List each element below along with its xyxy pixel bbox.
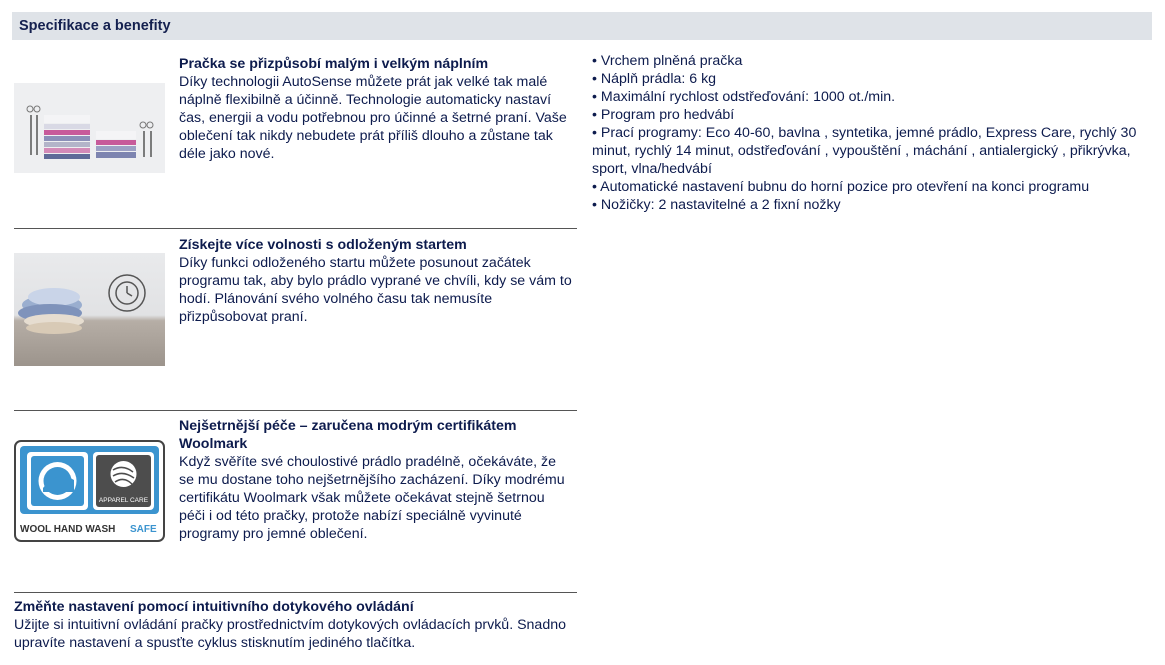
feature-text [179, 236, 574, 326]
specs-list [592, 52, 1152, 214]
feature-title: Získejte více volnosti s odloženým startem [179, 237, 467, 253]
feature-text [179, 417, 574, 543]
feature-body: Když svěříte své choulostivé prádlo pradélně, očekáváte, že se mu dostane toho nejšetrnějšího zacházení. Díky modrému certifikátu Woolmark však můžete očekávat stejně šetrnou péči i od této pračky, protože nabízí speciálně vyvinuté programy pro jemné oblečení. [179, 454, 565, 542]
divider [14, 228, 577, 229]
spec-item: • Maximální rychlost odstřeďování: 1000 ot./min. [592, 89, 896, 105]
spec-item: • Náplň prádla: 6 kg [592, 71, 717, 87]
spec-item: • Nožičky: 2 nastavitelné a 2 fixní nožky [592, 197, 841, 213]
spec-item: • Program pro hedvábí [592, 107, 735, 123]
feature-touch-control [14, 598, 589, 652]
autosense-image [14, 83, 165, 173]
spec-item: • Vrchem plněná pračka [592, 53, 743, 69]
apparel-care-text: APPAREL CARE [98, 497, 149, 504]
feature-body: Užijte si intuitivní ovládání pračky prostřednictvím dotykových ovládacích prvků. Snadno upravíte nastavení a spusťte cyklus stisknutím jediného tlačítka. [14, 617, 566, 651]
woolmark-accent-text: SAFE [130, 524, 157, 535]
woolmark-main-text: WOOL HAND WASH [20, 524, 116, 535]
woolmark-logo [14, 440, 165, 542]
feature-title: Změňte nastavení pomocí intuitivního dotykového ovládání [14, 599, 414, 615]
feature-body: Díky technologii AutoSense můžete prát jak velké tak malé náplně flexibilně a účinně. Technologie automaticky nastaví čas, energii a vodu potřebnou pro účinné a šetrné praní. Vaše oblečení tak nikdy nebudete prát příliš dlouho a zůstane tak déle jako nové. [179, 74, 567, 162]
feature-text [179, 55, 574, 163]
feature-title: Nejšetrnější péče – zaručena modrým certifikátem Woolmark [179, 418, 517, 452]
section-title: Specifikace a benefity [19, 18, 171, 34]
spec-item: • Prací programy: Eco 40-60, bavlna , syntetika, jemné prádlo, Express Care, rychlý 30 minut, rychlý 14 minut, odstřeďování , vypouštění , máchání , antialergický , přikrývka, sport, vlna/hedvábí [592, 125, 1137, 177]
divider [14, 410, 577, 411]
feature-title: Pračka se přizpůsobí malým i velkým náplním [179, 56, 489, 72]
delayed-start-image [14, 253, 165, 366]
feature-body: Díky funkci odloženého startu můžete posunout začátek programu tak, aby bylo prádlo vyprané ve chvíli, kdy se vám to hodí. Plánování svého volného času tak nemusíte přizpůsobovat praní. [179, 255, 572, 325]
divider [14, 592, 577, 593]
section-header [12, 12, 1152, 40]
spec-item: • Automatické nastavení bubnu do horní pozice pro otevření na konci programu [592, 179, 1090, 195]
